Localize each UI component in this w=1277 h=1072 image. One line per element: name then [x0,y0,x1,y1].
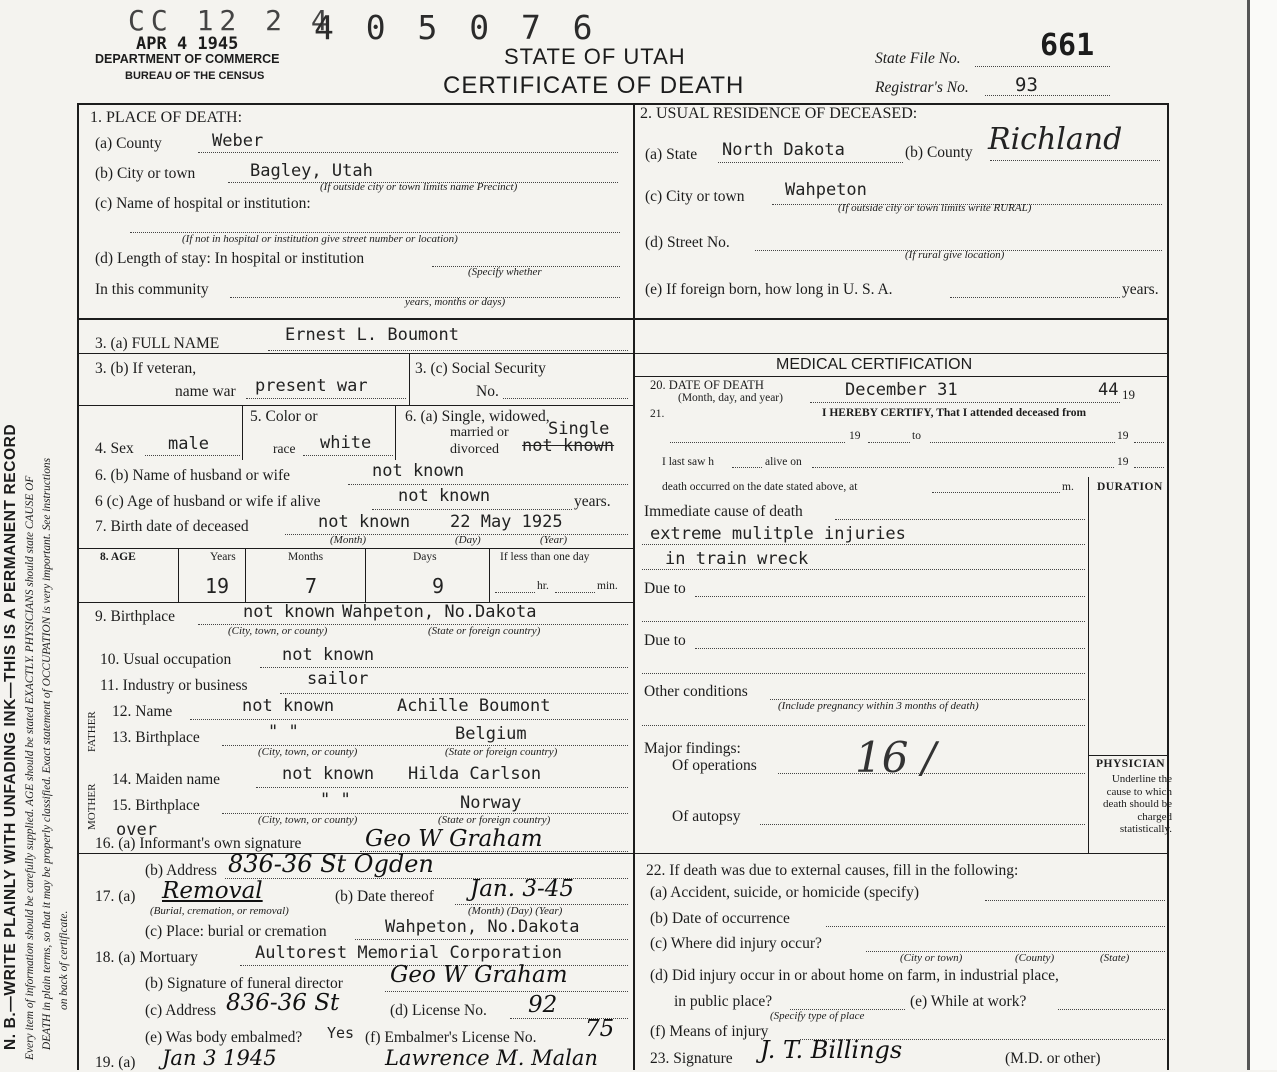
res-foreign-suffix: years. [1122,281,1159,298]
birthplace-value-2: Wahpeton, No.Dakota [342,602,537,622]
margin-instructions-2: DEATH in plain terms, so that it may be properly classified. Exact statement of OCCUPATION is very important. See instructions [41,457,53,1050]
external-c-note-2: (County) [1015,952,1055,964]
rule [78,548,634,549]
director-address: 836-36 St [226,990,340,1016]
mother-note-2: (State or foreign country) [438,814,551,826]
birthplace-note-2: (State or foreign country) [428,625,541,637]
state-heading: STATE OF UTAH [504,44,686,69]
alive-19-line [1134,467,1164,468]
last-saw-line [732,467,762,468]
mother-name-label: 14. Maiden name [112,771,221,788]
death-occurred: death occurred on the date stated above, at [662,481,858,493]
occupation-label: 10. Usual occupation [100,651,232,668]
county-value: Weber [212,131,264,151]
death-date-value: December 31 [845,380,958,400]
certify-text: I HEREBY CERTIFY, That I attended deceased from [822,407,1087,419]
due-to-line-3 [695,648,1085,649]
bureau: BUREAU OF THE CENSUS [125,70,265,82]
informant-address-label: (b) Address [145,862,217,879]
father-name-value-2: Achille Boumont [397,696,551,716]
res-county-value: Richland [988,122,1123,157]
father-note-2: (State or foreign country) [445,746,558,758]
father-note-1: (City, town, or county) [258,746,358,758]
certify-line [1134,442,1164,443]
color-label: 5. Color or [250,408,318,425]
page-title: CERTIFICATE OF DEATH [443,72,745,99]
spouse-value: not known [372,461,465,481]
veteran-label-2: name war [175,383,236,400]
ssn-label: 3. (c) Social Security [415,360,546,377]
place-heading: 1. PLACE OF DEATH: [90,109,243,126]
immediate-label: Immediate cause of death [644,503,803,520]
license-label: (d) License No. [390,1002,487,1019]
external-c-note-1: (City or town) [900,952,963,964]
frame-right [1167,103,1169,1070]
major-findings-label: Major findings: [644,740,741,757]
informant-address: 836-36 St Ogden [228,850,434,878]
date-stamp: APR 4 1945 [136,34,239,54]
rule [365,548,366,602]
father-name-value-1: not known [242,696,335,716]
res-state-value: North Dakota [722,140,845,160]
father-birth-value-2: Belgium [455,724,527,744]
row19-signature: Lawrence M. Malan [385,1046,598,1070]
age-days-label: Days [413,551,437,563]
burial-date-value: Jan. 3-45 [470,876,575,902]
sex-line [145,455,240,456]
rule [242,405,243,460]
mother-side-label: MOTHER [86,783,98,830]
frame-left [77,103,79,1070]
rule [634,376,1168,377]
burial-place-value: Wahpeton, No.Dakota [385,917,580,937]
industry-label: 11. Industry or business [100,677,248,694]
spouse-age-label: 6 (c) Age of husband or wife if alive [95,493,321,510]
alive-on: alive on [765,456,802,468]
rule [395,405,396,460]
external-heading: 22. If death was due to external causes, fill in the following: [646,862,1019,879]
age-less-label: If less than one day [500,551,590,563]
burial-date-label: (b) Date thereof [335,888,434,905]
birthdate-label: 7. Birth date of deceased [95,518,249,535]
other-line-2 [642,725,1085,726]
margin-instructions-1: Every item of information should be carefully supplied. AGE should be stated EXACTLY. PHYSICIANS should state CAUSE OF [24,475,36,1060]
rule [78,353,1168,354]
stamp-number: 4 0 5 0 7 6 [314,8,599,47]
ssn-line [503,398,628,399]
mother-birth-label: 15. Birthplace [112,797,200,814]
registrar-number: 93 [1015,74,1038,96]
occupation-line [260,667,628,668]
center-divider [633,103,635,1070]
physician-note: Underline the cause to which death should be charged statistically. [1102,773,1172,835]
external-d-note: (Specify type of place [770,1010,865,1022]
duration-heading: DURATION [1097,481,1163,493]
birthplace-label: 9. Birthplace [95,608,176,625]
city-note: (If outside city or town limits name Precinct) [320,181,518,193]
birthdate-value-2: 22 May 1925 [450,512,563,532]
marital-label-2: married or [450,425,509,440]
frame-top [78,103,1168,105]
embalmed-label: (e) Was body embalmed? [145,1029,303,1046]
age-min: min. [597,580,618,592]
spouse-label: 6. (b) Name of husband or wife [95,467,290,484]
birthplace-note-1: (City, town, or county) [228,625,328,637]
due-to-1: Due to [644,580,686,597]
external-b: (b) Date of occurrence [650,910,790,927]
age-label: 8. AGE [100,551,136,563]
external-d-1: (d) Did injury occur in or about home on farm, in industrial place, [650,967,1059,984]
burial-place-label: (c) Place: burial or cremation [145,923,327,940]
death-date-note: (Month, day, and year) [678,392,783,404]
external-f: (f) Means of injury [650,1023,769,1040]
certify-19b: 19 [1117,430,1129,442]
age-hr-line [495,592,535,593]
director-address-label: (c) Address [145,1002,217,1019]
marital-label: 6. (a) Single, widowed, [405,408,550,425]
immediate-line [835,519,1085,520]
mother-name-value-1: not known [282,764,375,784]
certify-19a: 19 [849,430,861,442]
industry-line [280,693,628,694]
immediate-value-2: in train wreck [665,549,809,569]
director-signature: Geo W Graham [390,962,568,988]
age-min-line [555,592,595,593]
age-hr: hr. [537,580,549,592]
physician-heading: PHYSICIAN [1096,758,1166,770]
stay-label: (d) Length of stay: In hospital or institution [95,250,365,267]
signature-label: 23. Signature [650,1050,733,1067]
registrar-label: Registrar's No. [875,79,969,96]
external-a-line [985,900,1165,901]
res-foreign-label: (e) If foreign born, how long in U. S. A. [645,281,893,298]
external-d-2: in public place? [674,993,773,1010]
last-saw: I last saw h [662,456,715,468]
spouse-age-suffix: years. [574,493,611,510]
due-to-line [695,596,1085,597]
age-years-label: Years [210,551,236,563]
mother-birth-value-1: " " [320,790,351,810]
rule [489,548,490,602]
row19-label: 19. (a) [95,1054,136,1071]
burial-value: Removal [162,878,263,904]
rule [1088,755,1168,756]
mother-birth-value-2: Norway [460,793,522,813]
sex-label: 4. Sex [95,440,134,457]
occupation-value: not known [282,645,375,665]
certify-line [930,442,1115,443]
res-street-label: (d) Street No. [645,234,730,251]
res-city-note: (If outside city or town limits write RURAL) [838,202,1032,214]
veteran-value: present war [255,376,368,396]
due-to-2: Due to [644,632,686,649]
external-c-note-3: (State) [1100,952,1130,964]
row19-date: Jan 3 1945 [162,1046,277,1070]
marital-value: Single [548,419,610,439]
community-note: years, months or days) [405,296,506,308]
department: DEPARTMENT OF COMMERCE [95,52,280,66]
hospital-note: (If not in hospital or institution give street number or location) [182,233,458,245]
rule [245,548,246,602]
over-note: over [116,820,157,840]
marital-strikeout: not known [522,436,615,456]
burial-label: 17. (a) [95,888,136,905]
state-file-line [975,66,1110,67]
father-birth-label: 13. Birthplace [112,729,200,746]
mortuary-value: Aultorest Memorial Corporation [255,943,563,963]
director-label: (b) Signature of funeral director [145,975,343,992]
county-label: (a) County [95,135,162,152]
immediate-line-2 [642,544,1085,545]
registrar-line [985,95,1110,96]
autopsy-label: Of autopsy [672,808,741,825]
res-county-label: (b) County [905,144,973,161]
death-occurred-line [932,492,1060,493]
spouse-age-line [372,509,572,510]
res-foreign-line [950,297,1120,298]
father-name-label: 12. Name [112,703,173,720]
margin-notice: N. B.—WRITE PLAINLY WITH UNFADING INK—THIS IS A PERMANENT RECORD [2,423,19,1050]
embalmer-label: (f) Embalmer's License No. [365,1029,537,1046]
immediate-value-1: extreme mulitple injuries [650,524,906,544]
mortuary-label: 18. (a) Mortuary [95,949,198,966]
due-to-line-2 [642,621,1085,622]
external-e-line [1058,1009,1165,1010]
birthdate-year-note: (Year) [540,534,568,546]
rule [178,548,179,602]
res-state-line [718,162,903,163]
death-occurred-m: m. [1062,481,1074,493]
death-year-value: 44 [1098,380,1119,400]
page-edge [1250,0,1277,1070]
rule [1088,477,1089,854]
license-value: 92 [528,992,558,1018]
certify-num: 21. [650,408,665,420]
burial-note-1: (Burial, cremation, or removal) [150,905,289,917]
stay-note: (Specify whether [468,266,542,278]
external-c: (c) Where did injury occur? [650,935,822,952]
industry-value: sailor [307,669,369,689]
certify-line [670,442,845,443]
county-line [198,152,618,153]
marital-label-3: divorced [450,442,499,457]
sex-value: male [168,434,209,454]
rule [78,405,634,406]
burial-place-line [355,939,628,940]
alive-on-line [812,467,1114,468]
father-name-line [190,719,628,720]
veteran-line [246,398,406,399]
hospital-label: (c) Name of hospital or institution: [95,195,311,212]
director-line [385,991,628,992]
state-file-number: 661 [1040,28,1095,63]
other-conditions-label: Other conditions [644,683,748,700]
due-to-line-4 [642,673,1085,674]
state-file-label: State File No. [875,50,961,67]
other-conditions-note: (Include pregnancy within 3 months of death) [778,700,979,712]
father-birth-value-1: " " [268,722,299,742]
city-value: Bagley, Utah [250,161,373,181]
veteran-label: 3. (b) If veteran, [95,360,197,377]
age-days-value: 9 [432,574,445,598]
color-label-2: race [273,441,296,456]
birthdate-value-1: not known [318,512,411,532]
pencil-mark: 16 / [855,733,936,782]
informant-label: 16. (a) Informant's own signature [95,835,302,852]
external-e: (e) While at work? [910,993,1027,1010]
mother-note-1: (City, town, or county) [258,814,358,826]
residence-heading: 2. USUAL RESIDENCE OF DECEASED: [640,105,918,122]
physician-signature: J. T. Billings [760,1036,903,1064]
stamp-prefix: CC 12 2 4 [128,4,334,37]
color-value: white [320,433,372,453]
medical-heading: MEDICAL CERTIFICATION [776,356,973,373]
age-months-label: Months [288,551,324,563]
burial-note-2: (Month) (Day) (Year) [468,905,563,917]
res-county-line [990,160,1160,161]
age-months-value: 7 [305,574,318,598]
father-side-label: FATHER [86,711,98,752]
operations-label: Of operations [672,757,757,774]
fullname-line [268,350,628,351]
mother-name-line [256,787,628,788]
death-date-line [810,402,1120,403]
age-years-value: 19 [205,574,230,598]
res-street-note: (If rural give location) [905,249,1005,261]
external-b-line [826,926,1165,927]
spouse-age-value: not known [398,486,491,506]
res-city-label: (c) City or town [645,188,745,205]
alive-19: 19 [1117,456,1129,468]
embalmed-value: Yes [327,1024,355,1042]
mother-name-value-2: Hilda Carlson [408,764,542,784]
res-city-value: Wahpeton [785,180,867,200]
fullname-label: 3. (a) FULL NAME [95,335,220,352]
external-a: (a) Accident, suicide, or homicide (specify) [650,884,919,901]
fullname-value: Ernest L. Boumont [285,325,459,345]
embalmer-value: 75 [585,1016,615,1042]
color-line [303,455,393,456]
ssn-label-2: No. [476,383,499,400]
certify-to: to [912,430,921,442]
death-year-prefix: 19 [1122,387,1135,402]
res-state-label: (a) State [645,146,698,163]
immediate-line-3 [642,569,1085,570]
rule [409,354,410,406]
certify-line [868,442,910,443]
margin-instructions-3: on back of certificate. [58,910,70,1010]
birthplace-value-1: not known [243,602,336,622]
city-label: (b) City or town [95,165,196,182]
birthdate-day-note: (Day) [455,534,481,546]
informant-signature: Geo W Graham [365,826,543,852]
rule [78,318,1168,320]
death-date-label: 20. DATE OF DEATH [650,378,764,392]
community-label: In this community [95,281,209,298]
md-label: (M.D. or other) [1005,1050,1101,1067]
spouse-line [348,484,628,485]
autopsy-line [760,824,1085,825]
birthdate-month-note: (Month) [330,534,367,546]
